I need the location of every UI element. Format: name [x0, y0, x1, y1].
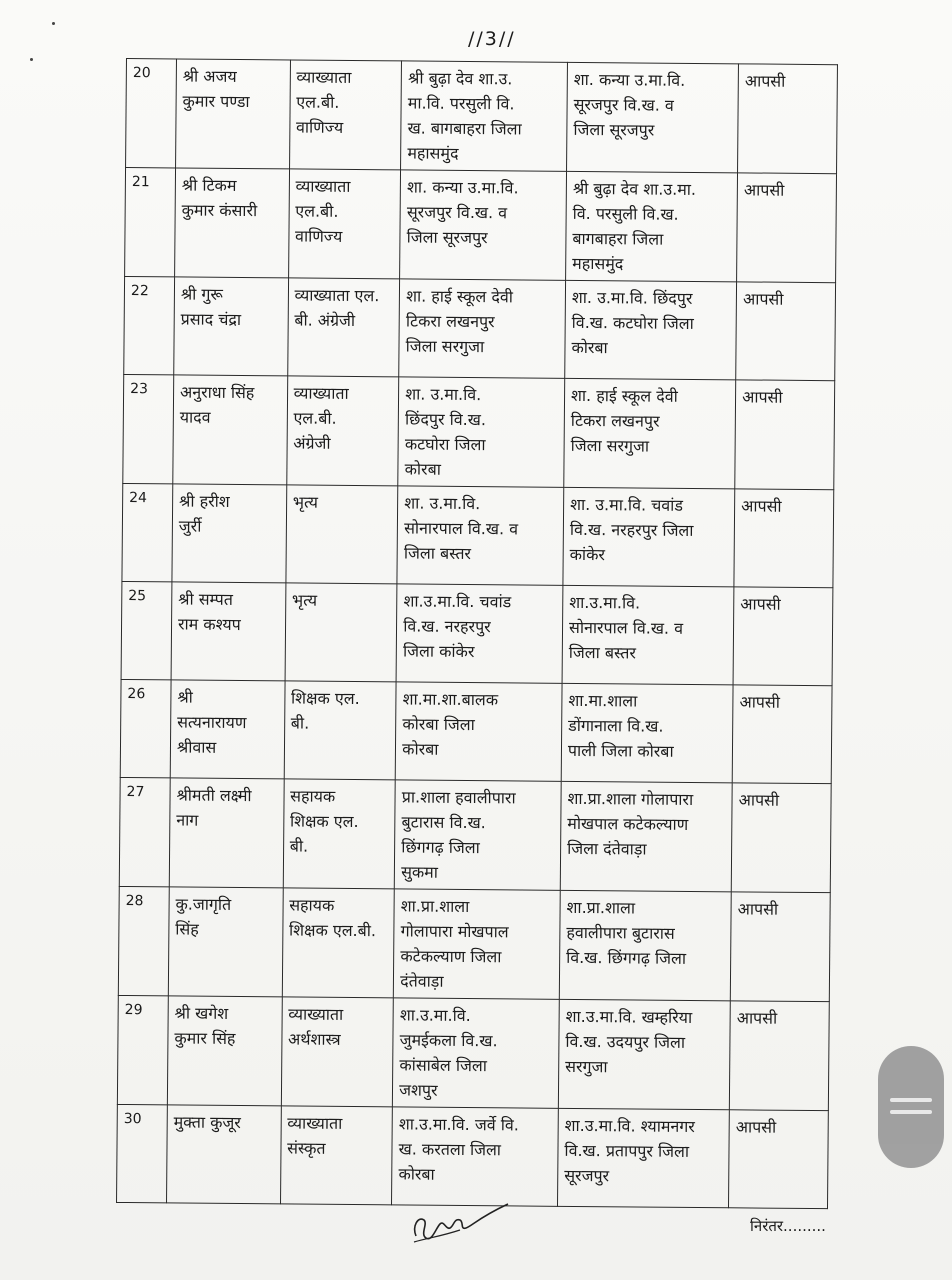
signature-mark — [408, 1198, 518, 1252]
cell-type: आपसी — [735, 380, 835, 490]
cell-from: शा.उ.मा.वि. जुमईकला वि.ख. कांसाबेल जिला जशपुर — [393, 998, 560, 1108]
continued-label: निरंतर......... — [750, 1217, 826, 1235]
cell-name: कु.जागृति सिंह — [168, 887, 283, 997]
cell-name: श्री सम्पत राम कश्यप — [171, 582, 286, 681]
cell-post: सहायक शिक्षक एल. बी. — [283, 779, 396, 889]
cell-name: श्री सत्यनारायण श्रीवास — [170, 680, 285, 779]
table-row — [118, 886, 830, 1001]
cell-to: शा.उ.मा.वि. खम्हरिया वि.ख. उदयपुर जिला सरगुजा — [558, 999, 730, 1109]
cell-name: मुक्ता कुजूर — [166, 1105, 281, 1204]
cell-to: शा.प्रा.शाला गोलापारा मोखपाल कटेकल्याण जिला दंतेवाड़ा — [560, 781, 732, 891]
cell-name: श्रीमती लक्ष्मी नाग — [169, 778, 284, 888]
cell-to: श्री बुढ़ा देव शा.उ.मा. वि. परसुली वि.ख. बागबाहरा जिला महासमुंद — [566, 171, 738, 281]
scan-speck — [52, 22, 55, 25]
cell-sno: 28 — [118, 886, 169, 995]
cell-to: शा. उ.मा.वि. चवांड वि.ख. नरहरपुर जिला कांकेर — [563, 487, 735, 586]
cell-sno: 22 — [124, 276, 175, 374]
cell-to: शा. हाई स्कूल देवी टिकरा लखनपुर जिला सरगुजा — [564, 378, 736, 488]
table-row — [123, 374, 835, 489]
scroll-handle-button[interactable] — [878, 1046, 944, 1168]
handle-line-icon — [890, 1098, 932, 1102]
cell-type: आपसी — [729, 1001, 829, 1111]
cell-post: भृत्य — [285, 583, 397, 682]
cell-sno: 26 — [120, 679, 171, 777]
cell-type: आपसी — [730, 892, 830, 1002]
cell-to: शा.प्रा.शाला हवालीपारा बुटारास वि.ख. छिंगगढ़ जिला — [559, 890, 731, 1000]
cell-type: आपसी — [731, 783, 831, 893]
cell-name: श्री खगेश कुमार सिंह — [167, 996, 282, 1106]
cell-to: शा. उ.मा.वि. छिंदपुर वि.ख. कटघोरा जिला कोरबा — [565, 280, 737, 379]
cell-name: अनुराधा सिंह यादव — [173, 375, 288, 485]
cell-to: शा.उ.मा.वि. सोनारपाल वि.ख. व जिला बस्तर — [562, 585, 734, 684]
cell-from: शा. उ.मा.वि. छिंदपुर वि.ख. कटघोरा जिला कोरबा — [398, 377, 565, 487]
table-row — [120, 679, 832, 783]
cell-post: व्याख्याता संस्कृत — [280, 1106, 392, 1205]
cell-name: श्री टिकम कुमार कंसारी — [175, 168, 290, 278]
cell-from: शा. हाई स्कूल देवी टिकरा लखनपुर जिला सरगुजा — [399, 279, 566, 378]
cell-type: आपसी — [734, 489, 834, 588]
cell-sno: 25 — [121, 581, 172, 679]
cell-from: शा.उ.मा.वि. जर्वे वि. ख. करतला जिला कोरबा — [392, 1107, 559, 1206]
cell-name: श्री हरीश जुर्री — [172, 484, 287, 583]
cell-type: आपसी — [737, 173, 837, 283]
cell-from: शा.मा.शा.बालक कोरबा जिला कोरबा — [395, 682, 562, 781]
cell-name: श्री गुरू प्रसाद चंद्रा — [174, 277, 289, 376]
cell-post: सहायक शिक्षक एल.बी. — [282, 888, 395, 998]
cell-sno: 24 — [122, 483, 173, 581]
table-row — [117, 1104, 829, 1208]
cell-post: व्याख्याता एल. बी. अंग्रेजी — [287, 278, 399, 377]
cell-type: आपसी — [738, 64, 838, 174]
table-row — [121, 581, 833, 685]
cell-from: शा.प्रा.शाला गोलापारा मोखपाल कटेकल्याण जिला दंतेवाड़ा — [394, 889, 561, 999]
cell-type: आपसी — [736, 282, 836, 381]
cell-post: शिक्षक एल. बी. — [284, 681, 396, 780]
cell-to: शा.उ.मा.वि. श्यामनगर वि.ख. प्रतापपुर जिला सूरजपुर — [557, 1108, 729, 1207]
cell-to: शा.मा.शाला डोंगानाला वि.ख. पाली जिला कोरबा — [561, 683, 733, 782]
cell-from: शा. उ.मा.वि. सोनारपाल वि.ख. व जिला बस्तर — [397, 486, 564, 585]
cell-from: शा.उ.मा.वि. चवांड वि.ख. नरहरपुर जिला कांकेर — [396, 584, 563, 683]
cell-type: आपसी — [733, 587, 833, 686]
page-number: //3// — [468, 28, 516, 50]
table-row — [119, 777, 831, 892]
handle-line-icon — [890, 1110, 932, 1114]
cell-sno: 20 — [126, 59, 177, 168]
cell-sno: 29 — [117, 995, 168, 1104]
table-row — [126, 59, 838, 174]
table-row — [125, 168, 837, 283]
cell-post: व्याख्याता एल.बी. वाणिज्य — [288, 169, 401, 279]
table-row — [122, 483, 834, 587]
cell-sno: 21 — [125, 168, 176, 277]
cell-from: शा. कन्या उ.मा.वि. सूरजपुर वि.ख. व जिला सूरजपुर — [400, 170, 567, 280]
cell-type: आपसी — [732, 685, 832, 784]
cell-post: व्याख्याता अर्थशास्त्र — [281, 997, 394, 1107]
cell-to: शा. कन्या उ.मा.वि. सूरजपुर वि.ख. व जिला सूरजपुर — [567, 62, 739, 172]
table-row — [124, 276, 836, 380]
cell-post: भृत्य — [286, 485, 398, 584]
cell-from: श्री बुढ़ा देव शा.उ. मा.वि. परसुली वि. ख. बागबाहरा जिला महासमुंद — [401, 61, 568, 171]
cell-type: आपसी — [729, 1110, 829, 1209]
cell-name: श्री अजय कुमार पण्डा — [175, 59, 290, 169]
cell-post: व्याख्याता एल.बी. वाणिज्य — [289, 60, 402, 170]
cell-sno: 27 — [119, 777, 170, 886]
cell-from: प्रा.शाला हवालीपारा बुटारास वि.ख. छिंगगढ़ जिला सुकमा — [394, 780, 561, 890]
cell-sno: 30 — [117, 1104, 168, 1202]
cell-sno: 23 — [123, 374, 174, 483]
scan-speck — [30, 58, 33, 61]
cell-post: व्याख्याता एल.बी. अंग्रेजी — [286, 376, 399, 486]
table-row — [117, 995, 829, 1110]
transfer-table — [116, 58, 838, 1209]
